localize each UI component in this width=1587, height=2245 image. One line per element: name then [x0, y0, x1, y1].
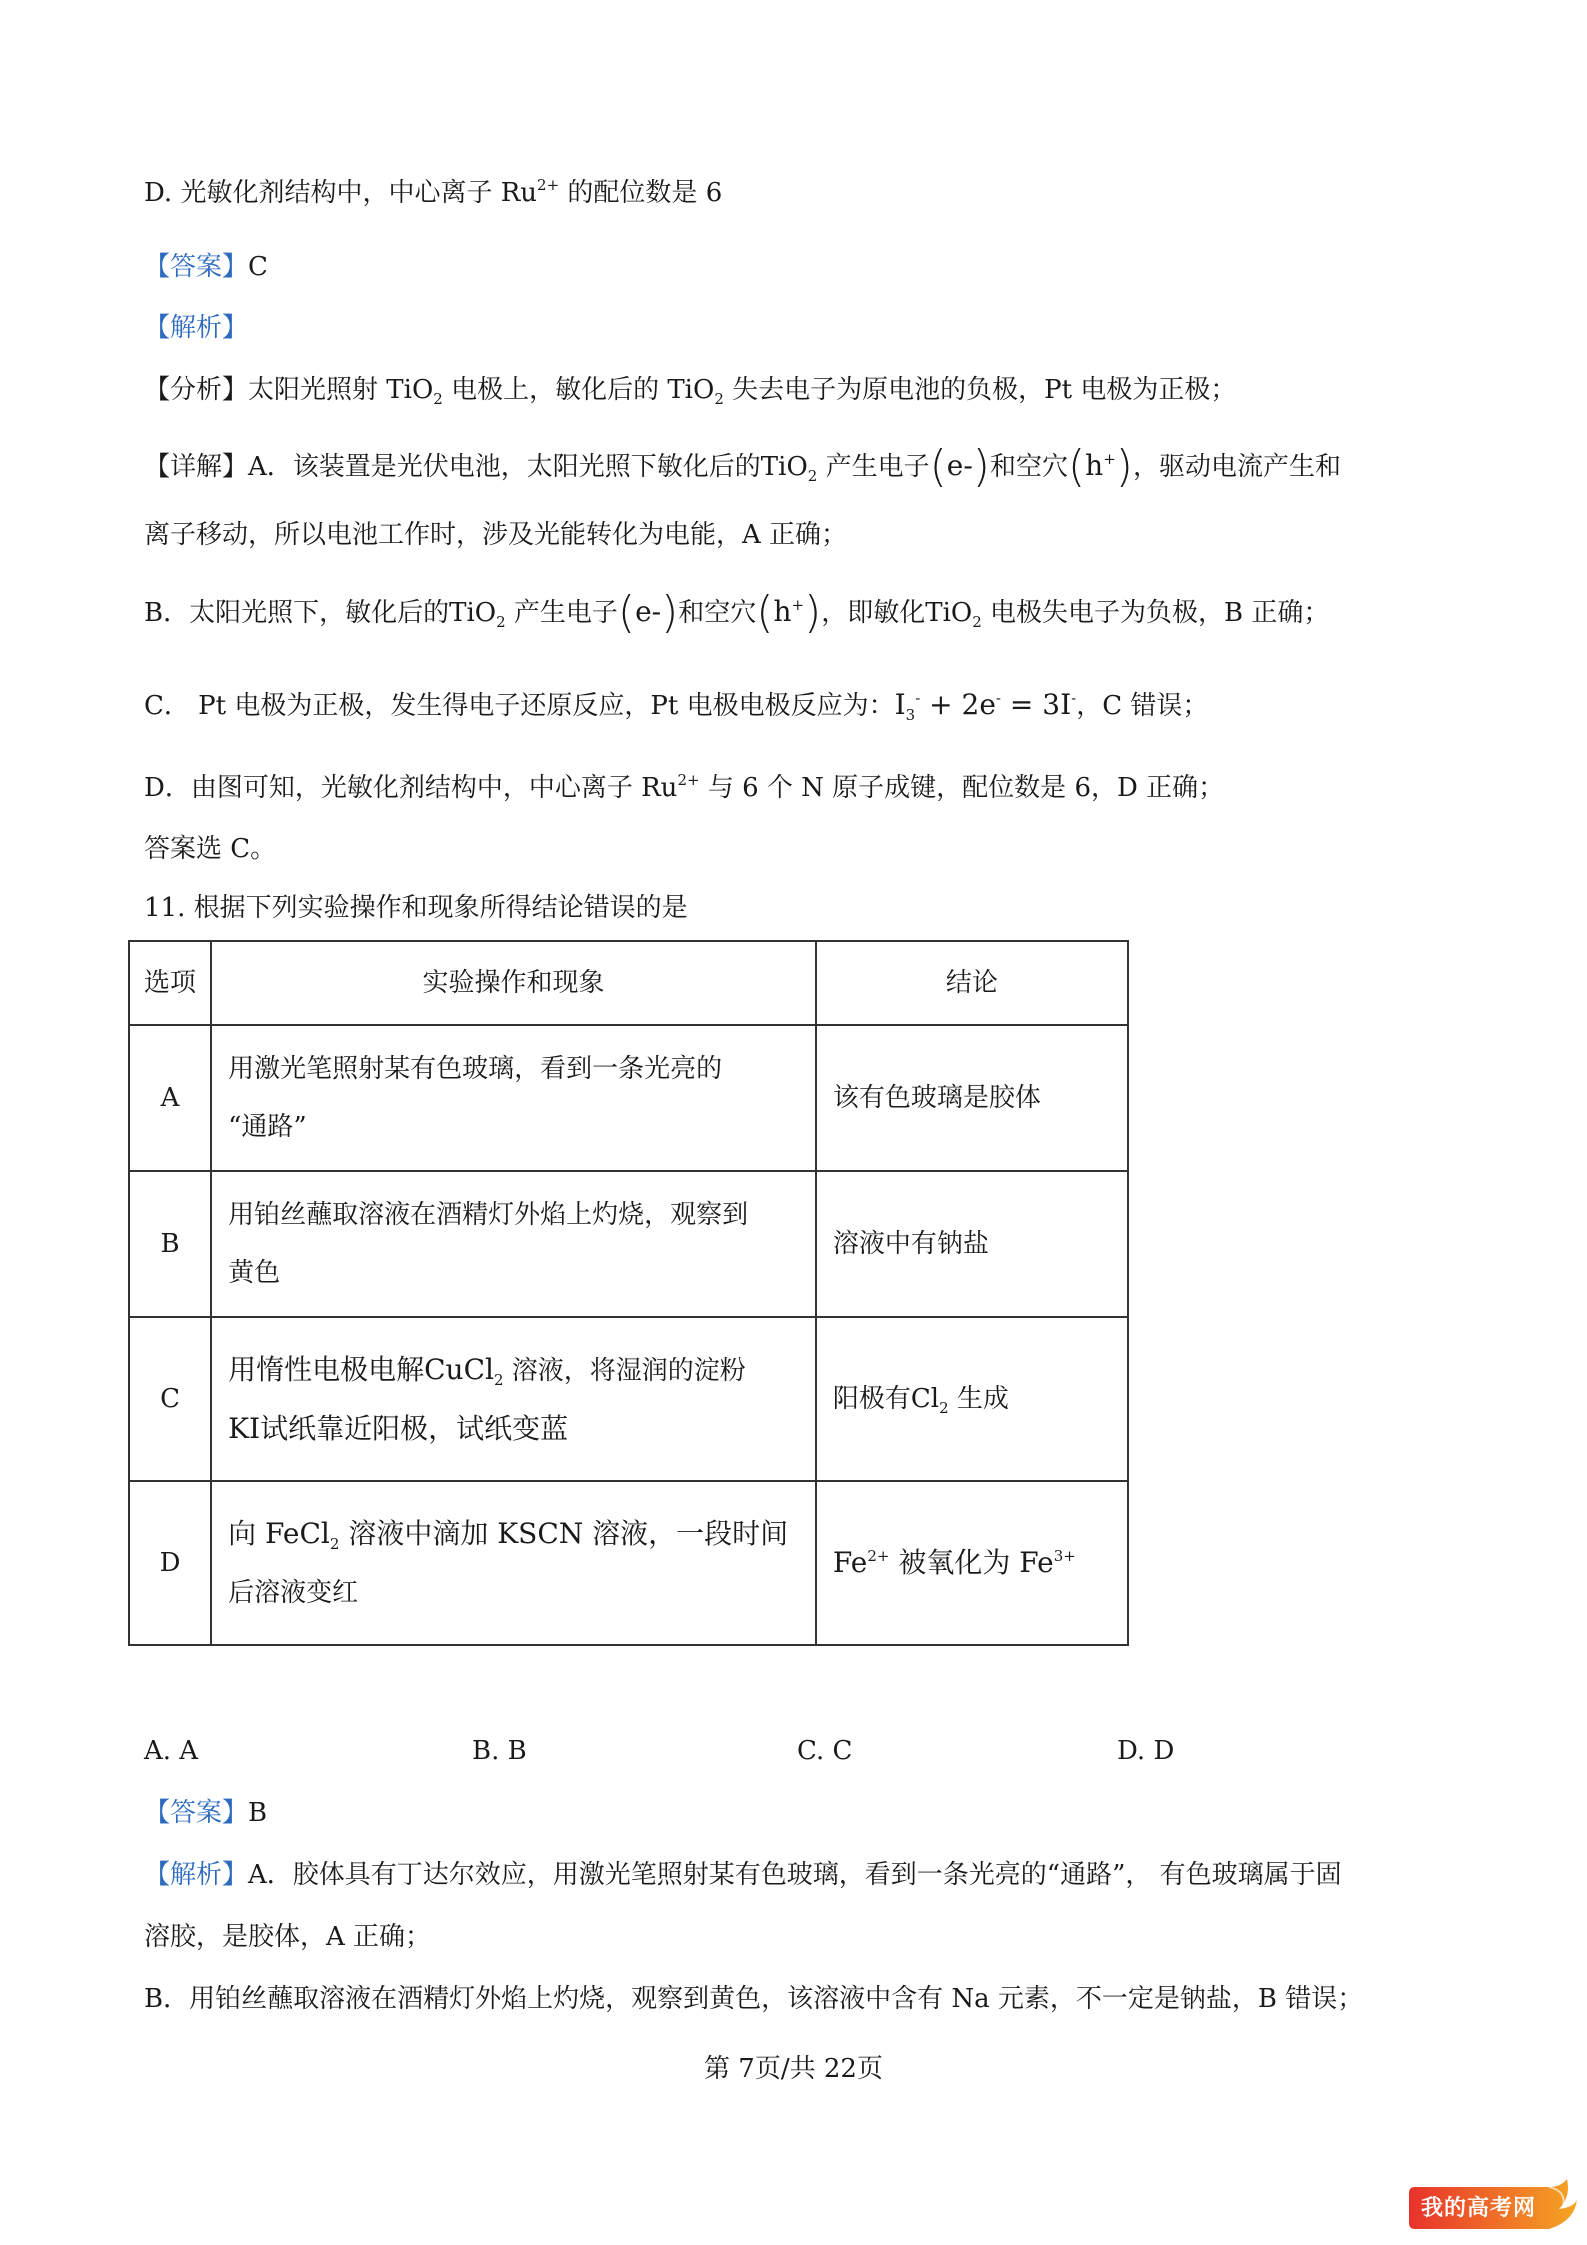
- table-row: [129, 1025, 1128, 1171]
- superscript: 2+: [867, 1546, 890, 1565]
- row-option: B: [129, 1171, 211, 1317]
- right-paren: ): [804, 587, 822, 638]
- left-paren: (: [756, 587, 774, 638]
- text: 失去电子为原电池的负极，Pt 电极为正极；: [723, 375, 1237, 405]
- answer-tag: 【答案】: [144, 252, 249, 282]
- fenxi-paragraph: [144, 370, 1447, 410]
- superscript: -: [915, 689, 921, 707]
- table-header-row: [129, 941, 1128, 1025]
- header-option: 选项: [129, 941, 211, 1025]
- iodine-symbol: I: [894, 688, 906, 721]
- row-operation: [211, 1481, 816, 1645]
- superscript: +: [791, 596, 805, 614]
- row-conclusion: 溶液中有钠盐: [816, 1171, 1128, 1317]
- subscript: 2: [433, 390, 443, 408]
- row-conclusion: [816, 1481, 1128, 1645]
- text: 用惰性电极电解CuCl: [228, 1352, 494, 1386]
- answer-value: C: [248, 252, 268, 282]
- left-paren: (: [929, 441, 947, 492]
- operation-line: “通路”: [228, 1112, 307, 1142]
- operation-line: 用铂丝蘸取溶液在酒精灯外焰上灼烧，观察到: [228, 1200, 749, 1230]
- choice-d: D. D: [1117, 1736, 1175, 1766]
- electron-symbol: e-: [946, 449, 973, 482]
- text: 与 6 个 N 原子成键，配位数是 6，D 正确；: [699, 773, 1225, 803]
- row-option: D: [129, 1481, 211, 1645]
- text: B．太阳光照下，敏化后的TiO: [144, 598, 497, 628]
- text: 产生电子: [505, 598, 618, 628]
- answer-selection: 答案选 C。: [144, 834, 277, 864]
- text: 溶液中滴加 KSCN 溶液，一段时间: [339, 1516, 789, 1550]
- text: 生成: [948, 1384, 1009, 1414]
- row-option: C: [129, 1317, 211, 1481]
- xiangjie-line-2: 离子移动，所以电池工作时，涉及光能转化为电能，A 正确；: [144, 520, 848, 550]
- answer-value: B: [248, 1798, 268, 1828]
- text: A．该装置是光伏电池，太阳光照下敏化后的TiO: [248, 452, 808, 482]
- text: 和空穴: [989, 452, 1068, 482]
- subscript: 2: [939, 1399, 949, 1417]
- row-operation: [211, 1025, 816, 1171]
- answer-2: [144, 1793, 1447, 1833]
- choice-b: B. B: [472, 1736, 527, 1766]
- point-c: [144, 685, 1447, 726]
- superscript: -: [1071, 689, 1077, 707]
- xiangjie-line-1: [144, 441, 1447, 492]
- subscript: 2: [972, 613, 982, 631]
- superscript: 2+: [677, 771, 700, 789]
- superscript: -: [995, 689, 1001, 707]
- question-11: 11. 根据下列实验操作和现象所得结论错误的是: [144, 893, 688, 923]
- subscript: 2: [714, 390, 724, 408]
- subscript: 2: [329, 1534, 340, 1553]
- text: 向 FeCl: [228, 1516, 330, 1550]
- analysis-tag: 【解析】: [144, 1860, 249, 1890]
- text: 电极失电子为负极，B 正确；: [981, 598, 1330, 628]
- analysis-2-line-2: 溶胶，是胶体，A 正确；: [144, 1922, 432, 1952]
- option-d-suffix: 的配位数是 6: [559, 178, 723, 208]
- analysis-b: B．用铂丝蘸取溶液在酒精灯外焰上灼烧，观察到黄色，该溶液中含有 Na 元素，不一定是钠盐，B 错误；: [144, 1984, 1364, 2014]
- site-logo: [1399, 2177, 1579, 2237]
- option-d-text: D. 光敏化剂结构中，中心离子 Ru: [144, 178, 538, 208]
- point-b: [144, 587, 1447, 638]
- header-operation: 实验操作和现象: [211, 941, 816, 1025]
- operation-line: 后溶液变红: [228, 1577, 359, 1608]
- text: 被氧化为 Fe: [889, 1545, 1054, 1579]
- analysis-tag: 【解析】: [144, 313, 249, 343]
- header-conclusion: 结论: [816, 941, 1128, 1025]
- operation-line: [228, 1505, 799, 1564]
- text: ，C 错误；: [1076, 691, 1209, 721]
- right-paren: ): [972, 441, 990, 492]
- hole-symbol: h: [773, 595, 792, 628]
- answer-tag: 【答案】: [144, 1798, 249, 1828]
- electron-symbol: e-: [635, 595, 662, 628]
- xiangjie-tag: 【详解】: [144, 452, 249, 482]
- text: 太阳光照射 TiO: [248, 375, 434, 405]
- text: 阳极有Cl: [832, 1384, 940, 1414]
- text: 溶液，将湿润的淀粉: [503, 1355, 746, 1386]
- operation-line: [228, 1341, 799, 1400]
- right-paren: ): [661, 587, 679, 638]
- text: ，驱动电流产生和: [1132, 452, 1341, 482]
- option-d: [144, 173, 1447, 213]
- operation-line: 用激光笔照射某有色玻璃，看到一条光亮的: [228, 1054, 723, 1084]
- text: Fe: [832, 1545, 868, 1579]
- row-conclusion: [816, 1317, 1128, 1481]
- row-conclusion: 该有色玻璃是胶体: [816, 1025, 1128, 1171]
- table-row: [129, 1171, 1128, 1317]
- superscript: 3+: [1053, 1546, 1076, 1565]
- page-number: 第 7页/共 22页: [704, 2054, 883, 2084]
- choice-a: A. A: [144, 1736, 199, 1766]
- subscript: 2: [493, 1370, 504, 1389]
- text: ，即敏化TiO: [821, 598, 973, 628]
- superscript: 2+: [537, 176, 560, 194]
- operation-line: KI试纸靠近阳极，试纸变蓝: [228, 1411, 569, 1445]
- table-row: [129, 1481, 1128, 1645]
- row-operation: [211, 1317, 816, 1481]
- text: A．胶体具有丁达尔效应，用激光笔照射某有色玻璃，看到一条光亮的“通路”， 有色玻璃属于固: [248, 1860, 1342, 1890]
- fenxi-tag: 【分析】: [144, 375, 249, 405]
- superscript: +: [1103, 450, 1116, 468]
- table-row: [129, 1317, 1128, 1481]
- text: 产生电子: [817, 452, 930, 482]
- experiment-table: [128, 940, 1129, 1646]
- text: C． Pt 电极为正极，发生得电子还原反应，Pt 电极电极反应为：: [144, 691, 895, 721]
- operation-line: 黄色: [228, 1258, 281, 1288]
- left-paren: (: [1067, 441, 1086, 492]
- point-d: [144, 768, 1447, 808]
- row-option: A: [129, 1025, 211, 1171]
- right-paren: ): [1115, 441, 1133, 492]
- subscript: 2: [496, 613, 506, 631]
- subscript: 3: [905, 706, 916, 724]
- equation-part: = 3I: [1001, 688, 1072, 721]
- text: 电极上，敏化后的 TiO: [442, 375, 715, 405]
- equation-part: + 2e: [920, 688, 996, 721]
- logo-text: 我的高考网: [1421, 2196, 1537, 2221]
- choice-c: C. C: [797, 1736, 853, 1766]
- answer-1: [144, 247, 1447, 287]
- hole-symbol: h: [1085, 449, 1104, 482]
- left-paren: (: [617, 587, 636, 638]
- text: 和空穴: [678, 598, 757, 628]
- row-operation: [211, 1171, 816, 1317]
- subscript: 2: [807, 467, 818, 485]
- analysis-2-line-1: [144, 1855, 1447, 1895]
- text: D．由图可知，光敏化剂结构中，中心离子 Ru: [144, 773, 678, 803]
